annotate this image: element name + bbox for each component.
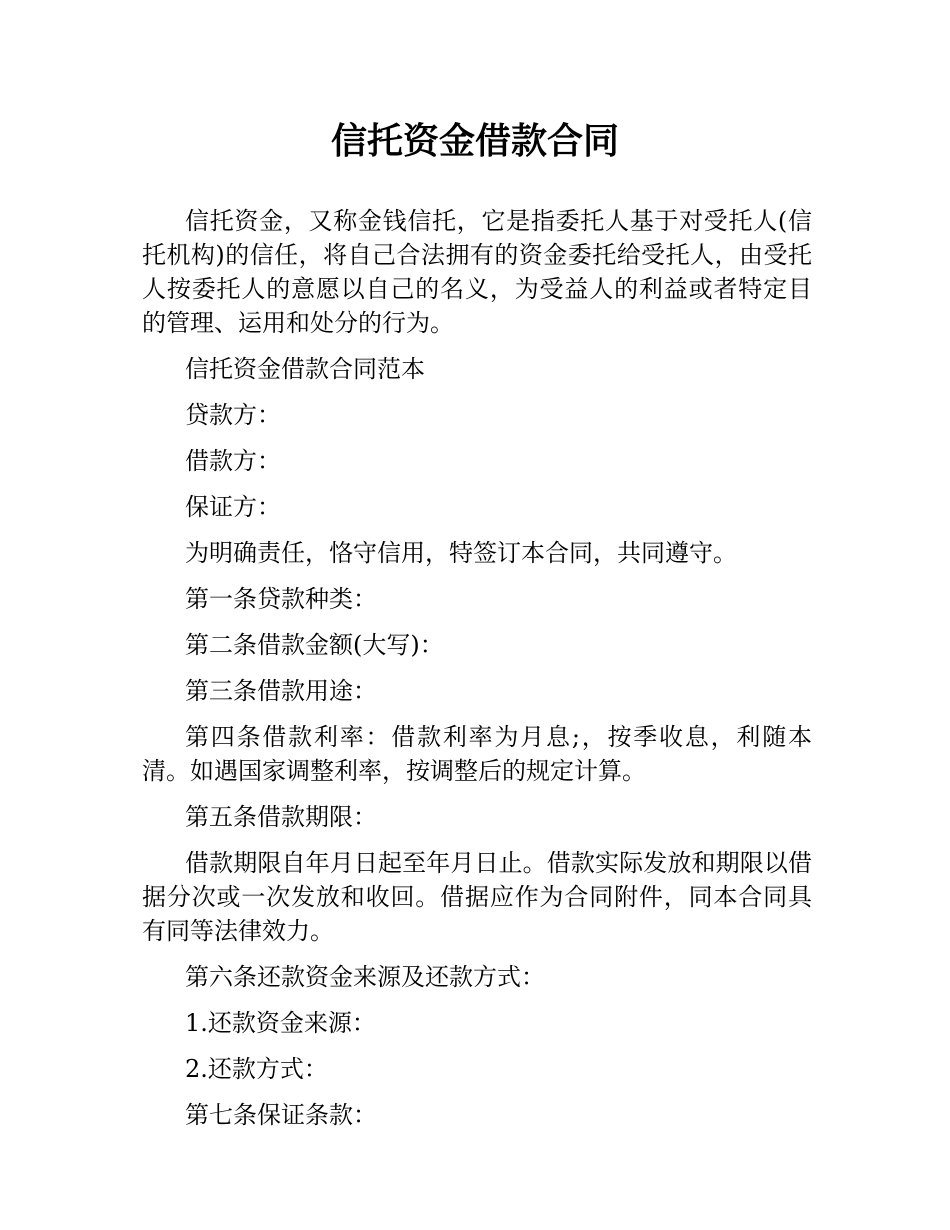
paragraph-preamble: 为明确责任，恪守信用，特签订本合同，共同遵守。	[185, 539, 737, 567]
document-title: 信托资金借款合同	[330, 121, 619, 162]
paragraph-article-6: 第六条还款资金来源及还款方式：	[185, 963, 545, 991]
paragraph-repayment-method: 2.还款方式：	[185, 1055, 328, 1083]
paragraph-article-7: 第七条保证条款：	[185, 1101, 377, 1129]
paragraph-article-3: 第三条借款用途：	[185, 677, 377, 705]
paragraph-repayment-source: 1.还款资金来源：	[185, 1009, 376, 1037]
paragraph-article-5: 第五条借款期限：	[185, 803, 377, 831]
paragraph-article-1: 第一条贷款种类：	[185, 585, 377, 613]
paragraph-guarantor: 保证方：	[185, 493, 281, 521]
paragraph-article-4: 第四条借款利率：借款利率为月息;，按季收息，利随本清。如遇国家调整利率，按调整后的规定计算。	[142, 723, 812, 785]
paragraph-template-title: 信托资金借款合同范本	[185, 355, 425, 383]
document-body	[142, 204, 812, 1144]
paragraph-borrower: 借款方：	[185, 447, 281, 475]
paragraph-loan-term: 借款期限自年月日起至年月日止。借款实际发放和期限以借据分次或一次发放和收回。借据应作为合同附件，同本合同具有同等法律效力。	[142, 849, 812, 945]
paragraph-lender: 贷款方：	[185, 401, 281, 429]
paragraph-intro: 信托资金，又称金钱信托，它是指委托人基于对受托人(信托机构)的信任，将自己合法拥有的资金委托给受托人，由受托人按委托人的意愿以自己的名义，为受益人的利益或者特定目的管理、运用和处分的行为。	[142, 207, 812, 337]
paragraph-article-2: 第二条借款金额(大写)：	[185, 631, 444, 659]
